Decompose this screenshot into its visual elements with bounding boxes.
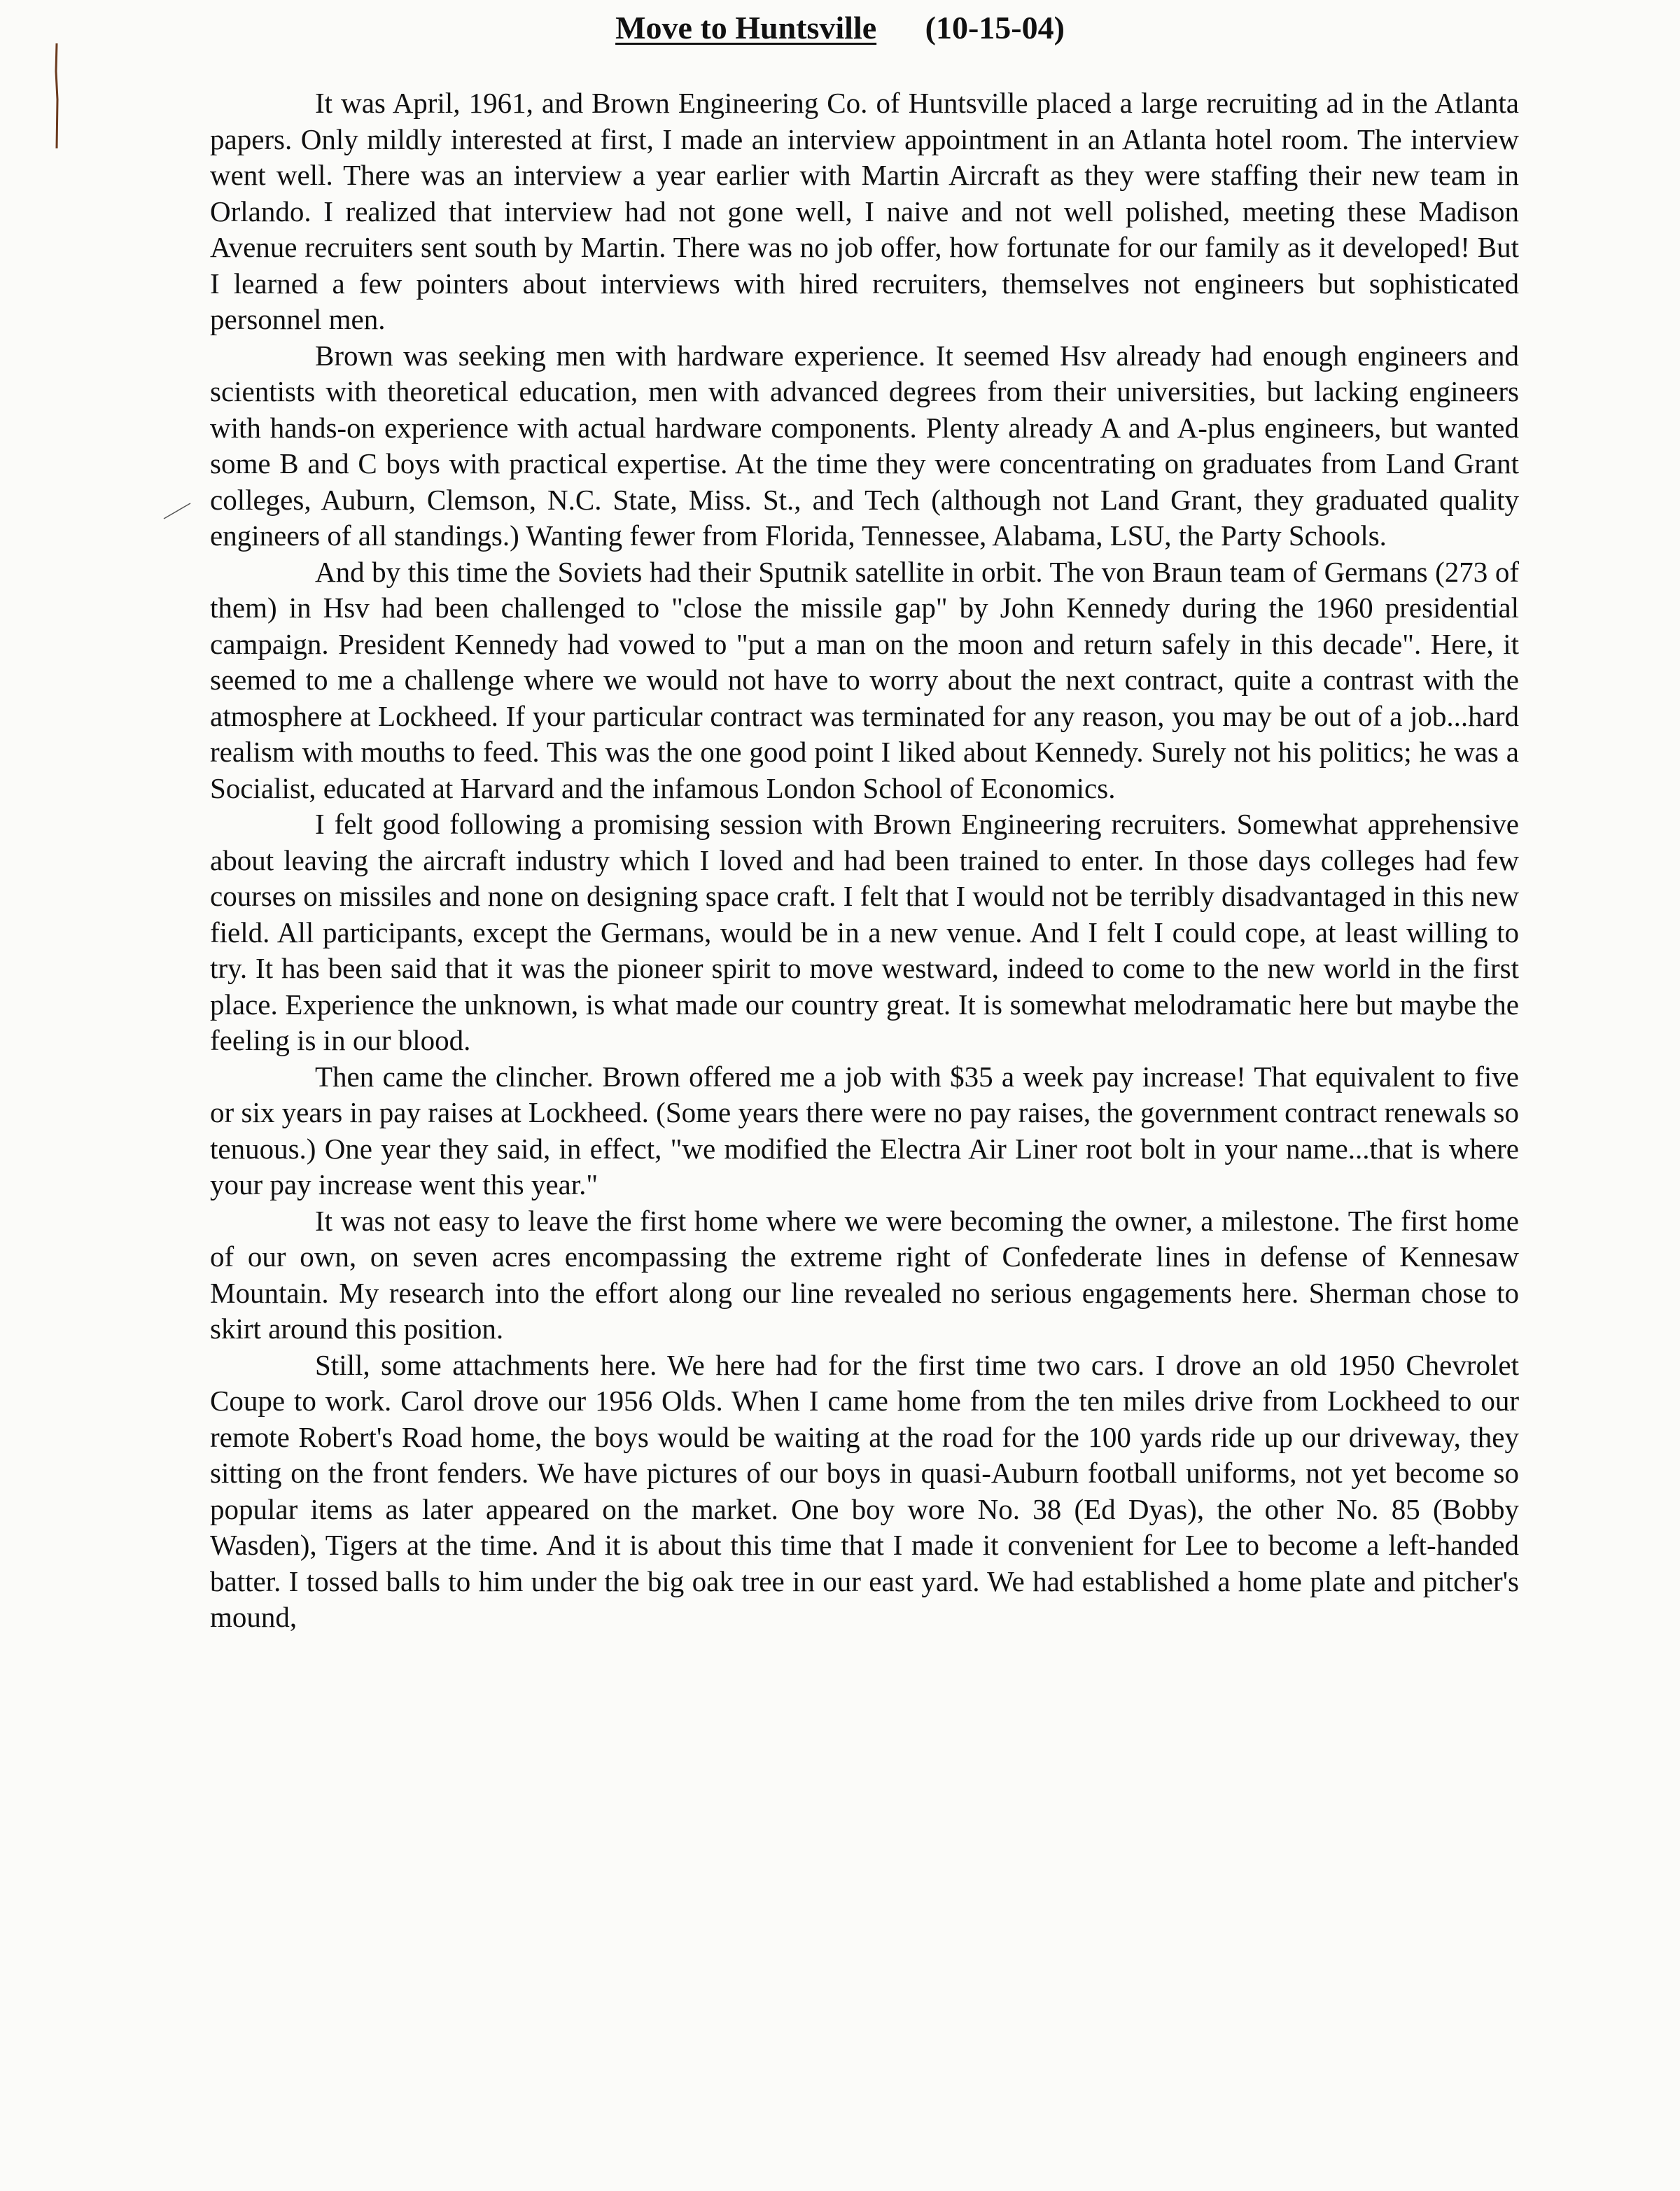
paragraph: Then came the clincher. Brown offered me a job with $35 a week pay increase! That equivalent to five or six years in pay raises at Lockheed. (Some years there were no pay raises, the government contract renewals so tenuous.) One year they said, in effect, "we modified the Electra Air Liner root bolt in your name...that is where your pay increase went this year." <box>210 1060 1519 1200</box>
paragraph: Still, some attachments here. We here had for the first time two cars. I drove an old 1950 Chevrolet Coupe to work. Carol drove our 1956 Olds. When I came home from the ten miles drive from Lockheed to our remote Robert's Road home, the boys would be waiting at the road for the 100 yards ride up our driveway, they sitting on the front fenders. We have pictures of our boys in quasi-Auburn football uniforms, not yet become so popular items as later appeared on the market. One boy wore No. 38 (Ed Dyas), the other No. 85 (Bobby Wasden), Tigers at the time. And it is about this time that I made it convenient for Lee to become a left-handed batter. I tossed balls to him under the big oak tree in our east yard. We had established a home plate and pitcher's mound, <box>210 1348 1519 1633</box>
paragraph: It was April, 1961, and Brown Engineering Co. of Huntsville placed a large recruiting ad in the Atlanta papers. Only mildly interested at first, I made an interview appointment in an Atlanta hotel room. The interview went well. There was an interview a year earlier with Martin Aircraft as they were staffing their new team in Orlando. I realized that interview had not gone well, I naive and not well polished, meeting these Madison Avenue recruiters sent south by Martin. There was no job offer, how fortunate for our family as it developed! But I learned a few pointers about interviews with hired recruiters, themselves not engineers but sophisticated personnel men. <box>210 87 1519 335</box>
document-date: (10-15-04) <box>925 10 1065 46</box>
document-header <box>0 7 1680 49</box>
paragraph: It was not easy to leave the first home where we were becoming the owner, a milestone. The first home of our own, on seven acres encompassing the extreme right of Confederate lines in defense of Kennesaw Mountain. My research into the effort along our line revealed no serious engagements here. Sherman chose to skirt around this position. <box>210 1204 1519 1345</box>
paragraph: And by this time the Soviets had their Sputnik satellite in orbit. The von Braun team of Germans (273 of them) in Hsv had been challenged to "close the missile gap" by John Kennedy during the 1960 presidential campaign. President Kennedy had vowed to "put a man on the moon and return safely in this decade". Here, it seemed to me a challenge where we would not have to worry about the next contract, quite a contrast with the atmosphere at Lockheed. If your particular contract was terminated for any reason, you may be out of a job...hard realism with mouths to feed. This was the one good point I liked about Kennedy. Surely not his politics; he was a Socialist, educated at Harvard and the infamous London School of Economics. <box>210 555 1519 804</box>
stray-pen-mark <box>162 493 211 522</box>
margin-pencil-mark <box>55 43 59 148</box>
document-title: Move to Huntsville <box>615 10 877 46</box>
paragraph: Brown was seeking men with hardware experience. It seemed Hsv already had enough engineers and scientists with theoretical education, men with advanced degrees from their universities, but lacking engineers with hands-on experience with actual hardware components. Plenty already A and A-plus engineers, but wanted some B and C boys with practical expertise. At the time they were concentrating on graduates from Land Grant colleges, Auburn, Clemson, N.C. State, Miss. St., and Tech (although not Land Grant, they graduated quality engineers of all standings.) Wanting fewer from Florida, Tennessee, Alabama, LSU, the Party Schools. <box>210 339 1519 552</box>
paragraph: I felt good following a promising session with Brown Engineering recruiters. Somewhat apprehensive about leaving the aircraft industry which I loved and had been trained to enter. In those days colleges had few courses on missiles and none on designing space craft. I felt that I would not be terribly disadvantaged in this new field. All participants, except the Germans, would be in a new venue. And I felt I could cope, at least willing to try. It has been said that it was the pioneer spirit to move westward, indeed to come to the new world in the first place. Experience the unknown, is what made our country great. It is somewhat melodramatic here but maybe the feeling is in our blood. <box>210 808 1519 1056</box>
document-body <box>210 85 1519 1636</box>
